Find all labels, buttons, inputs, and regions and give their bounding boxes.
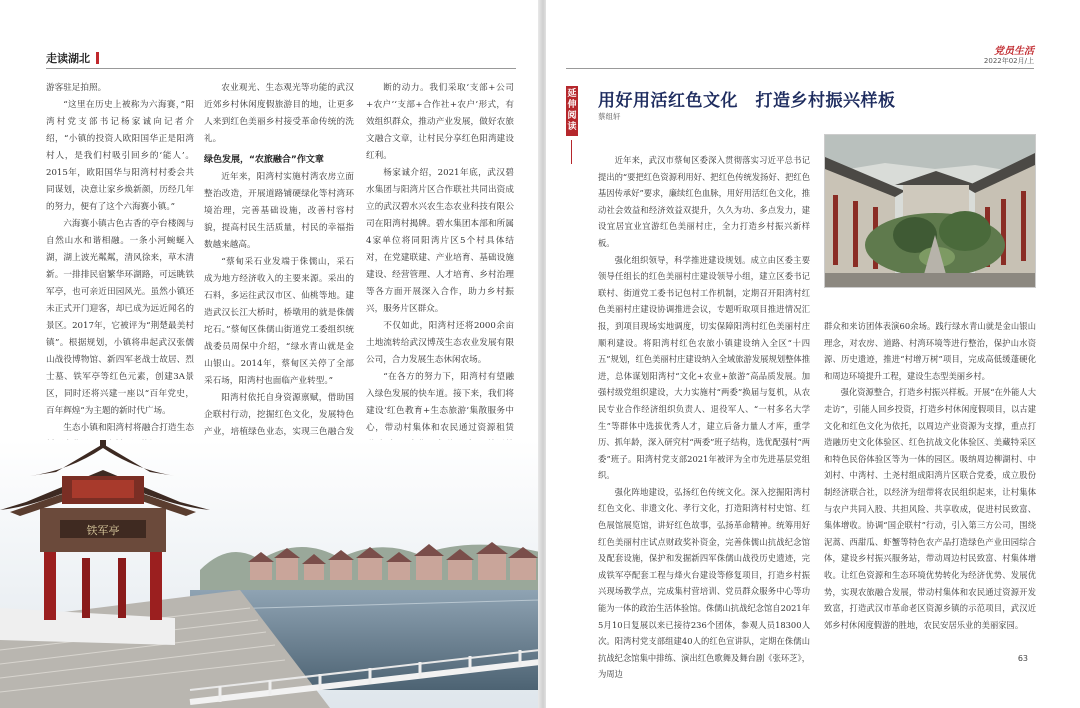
- right-column-1: [598, 152, 810, 680]
- paragraph: 近年来，阳湾村实施村湾农房立面整治改造，开展道路铺硬绿化等村湾环境治理，完善基础设施，改善村容村貌，提高村民生活质量，村民的幸福指数越来越高。: [204, 172, 354, 250]
- column-tag: 延伸阅读: [566, 86, 578, 136]
- section-header-text: 走读湖北: [46, 52, 90, 65]
- page-number: 63: [1017, 654, 1028, 663]
- left-column-3: [366, 80, 514, 490]
- paragraph: 六海赛小镇古色古香的亭台楼阁与自然山水和谐相融。一条小河蜿蜒入湖，湖上波光粼粼，清风徐来，草木清新。一排排民宿繁华环湖路，可远眺铁军亭，也可亲近田园风光。虽然小镇还未正式开门迎客，却已成为远近闻名的景区。2017年，它被评为“荆楚最美村镇”。根据规划，小镇将串起武汉张儒山战役博物馆、新四军老战士故居、烈士墓、铁军亭等红色元素，创建3A景区，同时还将兴建一座以“百年党史，百年辉煌”为主题的新时代广场。: [46, 219, 194, 416]
- subheading: 绿色发展，“农旅融合”作文章: [204, 155, 324, 165]
- paragraph: 阳湾村依托自身资源禀赋，借助国企联村行动，挖掘红色文化，发展特色产业，培植绿色业态，实现三色融合发: [204, 393, 354, 437]
- magazine-logo: 党员生活: [994, 46, 1034, 57]
- section-header-bar: [96, 52, 99, 64]
- paragraph: 不仅如此，阳湾村还将2000余亩土地流转给武汉博茂生态农业发展有限公司，合力发展生态休闲农场。: [366, 321, 514, 365]
- section-header: [46, 50, 99, 66]
- paragraph: 群众和来访团体表演60余场。践行绿水青山就是金山银山理念，对农房、道路、村湾环境等进行整治，保护山水资源、历史遗迹，推进“村增万树”项目，完成高低缓蓬硬化和周边环境提升工程，建设生态型美丽乡村。: [824, 321, 1036, 381]
- right-page: [546, 0, 1080, 708]
- column-tag-line: [571, 140, 572, 164]
- paragraph: 断的动力。我们采取‘支部+公司+农户’‘支部+合作社+农户’形式，有效组织群众，推动产业发展，做好农旅文融合文章，让村民分享红色阳湾建设红利。: [366, 83, 514, 161]
- paragraph: 强化组织领导，科学推进建设规划。成立由区委主要领导任组长的红色美丽村庄建设领导小组，建立区委书记联村、街道党工委书记包村工作机制，定期召开阳湾村红色美丽村庄建设协调推进会议，专题听取项目推进情况汇报，到项目现场实地调度，切实保障阳湾村红色美丽村庄顺利建设。将阳湾村红色农旅小镇建设纳入全区“十四五”规划，红色美丽村庄建设纳入全域旅游发展规划整体推进，总体谋划阳湾村“文化+农业+旅游”高品质发展。加强村级党组织建设，大力实施村“两委”换届与复机，从农民专业合作经济组织负责人、退役军人、“一村多名大学生”等群体中选拔优秀人才，建立后备力量人才库，重学历、抓年龄，深入研究村“两委”班子结构，选优配强村“两委”班子。阳湾村党支部2021年被评为全市先进基层党组织。: [598, 254, 810, 481]
- paragraph: “蔡甸采石业发端于侏儒山，采石成为地方经济收入的主要来源。采出的石料，多运往武汉市区、仙桃等地。建造武汉长江大桥时，桥墩用的就是侏儒坨石。”蔡甸区侏儒山街道党工委组织统战委员周保中介绍，“绿水青山就是金山银山。2014年，蔡甸区关停了全部采石场，阳湾村也面临产业转型。”: [204, 257, 354, 386]
- header-rule: [566, 68, 1034, 69]
- paragraph: 强化资源整合，打造乡村振兴样板。开展“在外能人大走访”，引能人回乡投资，打造乡村休闲度假项目，以古建文化和红色文化为依托，以周边产业资源为支撑，重点打造融历史文化体验区、红色抗战文化体验区、美藏特采区和特色民俗体验区等为一体的园区。吸纳周边柳湖村、中刘村、中湾村、土尧村组成阳湾片区联合党委，成立股份制经济联合社，以经济为纽带将农民组织起来，让村集体与农户共同入股、共担风险、共享收成，促进村民致富、集体增收。协调“国企联村”行动，引入第三方公司，围绕泥蒿、西甜瓜、虾蟹等特色农产品打造绿色产业田园综合体，建设乡村振兴服务站，带动周边村民致富、村集体增收。让红色资源和生态环境优势转化为经济优势、发展优势，实现农旅融合发展，带动村集体和农民通过资源开发致富，打造武汉市革命老区资源乡镇的示范项目，武汉近郊乡村休闲度假游的胜地，农民安居乐业的美丽家园。: [824, 387, 1036, 630]
- pavilion-photo: [0, 440, 540, 708]
- issue-date: 2022年02月/上: [983, 57, 1034, 65]
- author: 蔡组轩: [598, 112, 621, 121]
- paragraph: “在各方的努力下，阳湾村有望融入绿色发展的快车道。接下来，我们将建设‘红色教育+生态旅游’集散服务中心，带动村集体和农民通过资源租赁: [366, 372, 514, 433]
- pavilion-sign: 铁军亭: [86, 524, 120, 537]
- paragraph: 游客驻足拍照。: [46, 83, 107, 93]
- paragraph: “这里在历史上被称为六海赛，”阳湾村党支部书记杨家诚向记者介绍，“小镇的投资人欧阳国华正是阳湾村人，是我们村吸引回乡的‘能人’。2015年，欧阳国华与阳湾村村委会共同谋划，决意让家乡焕新颜，历经几年的努力，便有了这个六海赛小镇。”: [46, 100, 194, 212]
- paragraph: 近年来，武汉市蔡甸区委深入贯彻落实习近平总书记提出的“要把红色资源利用好、把红色传统发扬好、把红色基因传承好”要求，廉续红色血脉，用好用活红色文化，推动社会效益和经济效益双提升，久久为功、多点发力，建设宜居宜业宜游红色美丽村庄，全力打造乡村振兴新样板。: [598, 155, 810, 248]
- paragraph: 强化阵地建设，弘扬红色传统文化。深入挖掘阳湾村红色文化、非遗文化、孝行文化，打造阳湾村村史馆、红色展馆展览馆，讲好红色故事，弘扬革命精神。统筹用好红色美丽村庄试点财政奖补资金，完善侏儒山抗战纪念馆及配套设施，保护和发掘新四军侏儒山战役历史遗迹，完成铁军亭配套工程与烽火台建设等修复项目，打造乡村振兴现场教学点，完成集村营培训、党员群众服务中心等功能为一体的政治生活体验馆。侏儒山抗战纪念馆自2021年5月10日复展以来已接待236个团体，参观人员18300人次。阳湾村党支部组建40人的红色宣讲队，定期在侏儒山抗战纪念馆集中排练、演出红色歌舞及舞台剧《张环芝》，为周边: [598, 486, 810, 680]
- paragraph: 杨家诚介绍，2021年底，武汉碧水集团与阳湾片区合作联社共同出资成立的武汉碧水兴农生态农业科技有限公司在阳湾村揭牌。碧水集团本部和所属4家单位将同阳湾片区5个村具体结对，在党建联建、产业培育、基础设施建设、经营管理、人才培育、乡村治理等各方面开展深入合作，助力乡村振兴，服务片区群众。: [366, 168, 514, 314]
- article-title: 用好用活红色文化 打造乡村振兴样板: [598, 91, 896, 111]
- header-rule: [46, 68, 516, 69]
- paragraph: 生态小镇和阳湾村将融合打造生态: [63, 423, 194, 433]
- left-column-1: [46, 80, 194, 476]
- courtyard-photo: [824, 134, 1036, 288]
- paragraph: 农业观光、生态观光等功能的武汉近郊乡村休闲度假旅游目的地，让更多人来到红色美丽乡村接受革命传统的洗礼。: [204, 83, 354, 144]
- right-column-2: [824, 318, 1036, 646]
